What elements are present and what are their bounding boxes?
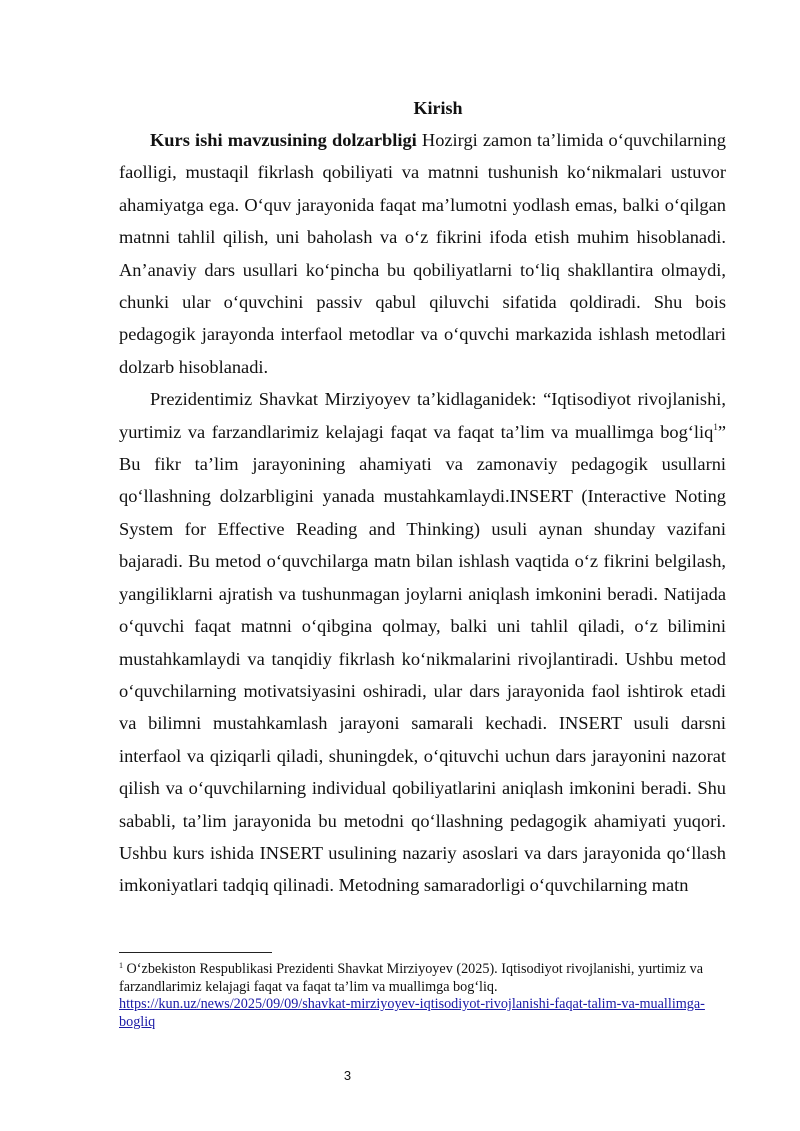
quote-text: Prezidentimiz Shavkat Mirziyoyev ta’kidlaganidek: “Iqtisodiyot rivojlanishi, yurtimiz va farzandlarimiz kelajagi faqat va faqat ta’lim va muallimga bog‘liq xyxy=(119,389,726,442)
footnote-separator xyxy=(119,952,272,953)
page-number: 3 xyxy=(343,1068,352,1083)
section-title: Kirish xyxy=(413,98,463,118)
paragraph-text: ” Bu fikr ta’lim jarayonining ahamiyati va zamonaviy pedagogik usullarni qo‘llashning dolzarbligini yanada mustahkamlaydi.INSERT (Interactive Noting System for Effective Reading and Thinking) usuli aynan shunday vazifani bajaradi. Bu metod o‘quvchilarga matn bilan ishlash vaqtida o‘z fikrini belgilash, yangiliklarni ajratish va tushunmagan joylarni aniqlash imkonini beradi. Natijada o‘quvchi faqat matnni o‘qibgina qolmay, balki uni tahlil qiladi, o‘z bilimini mustahkamlaydi va tanqidiy fikrlash ko‘nikmalarini rivojlantiradi. Ushbu metod o‘quvchilarning motivatsiyasini oshiradi, ular dars jarayonida faol ishtirok etadi va bilimni mustahkamlash jarayoni samarali kechadi. INSERT usuli darsni interfaol va qiziqarli qiladi, shuningdek, o‘qituvchi uchun dars jarayonini nazorat qilish va o‘quvchilarning individual qobiliyatlarini aniqlash imkonini beradi. Shu sababli, ta’lim jarayonida bu metodni qo‘llashning pedagogik ahamiyati yuqori. Ushbu kurs ishida INSERT usulining nazariy asoslari va dars jarayonida qo‘llash imkoniyatlari tadqiq qilinadi. Metodning samaradorligi o‘quvchilarning matn xyxy=(119,421,726,896)
paragraph-president-quote xyxy=(119,383,726,902)
footnote-link[interactable]: https://kun.uz/news/2025/09/09/shavkat-mirziyoyev-iqtisodiyot-rivojlanishi-faqat-talim-va-muallimga-bogliq xyxy=(119,996,705,1030)
footnote xyxy=(119,961,729,1031)
footnote-text: O‘zbekiston Respublikasi Prezidenti Shavkat Mirziyoyev (2025). Iqtisodiyot rivojlanishi, yurtimiz va farzandlarimiz kelajagi faqat va faqat ta’lim va muallimga bog‘liq. xyxy=(119,961,704,995)
footnote-reference[interactable]: 1 xyxy=(713,421,718,432)
paragraph-lead: Kurs ishi mavzusining dolzarbligi xyxy=(150,130,417,150)
body-text xyxy=(119,124,726,902)
paragraph-text: Hozirgi zamon ta’limida o‘quvchilarning faolligi, mustaqil fikrlash qobiliyati va matnni tushunish ko‘nikmalari ustuvor ahamiyatga ega. O‘quv jarayonida faqat ma’lumotni yodlash emas, balki o‘qilgan matnni tahlil qilish, uni baholash va o‘z fikrini ifoda etish muhim hisoblanadi. An’anaviy dars usullari ko‘pincha bu qobiliyatlarni to‘liq shakllantira olmaydi, chunki ular o‘quvchini passiv qabul qiluvchi sifatida qoldiradi. Shu bois pedagogik jarayonda interfaol metodlar va o‘quvchi markazida ishlash metodlari dolzarb hisoblanadi. xyxy=(119,130,727,377)
footnote-mark: 1 xyxy=(119,961,123,970)
paragraph-relevance xyxy=(119,124,726,383)
